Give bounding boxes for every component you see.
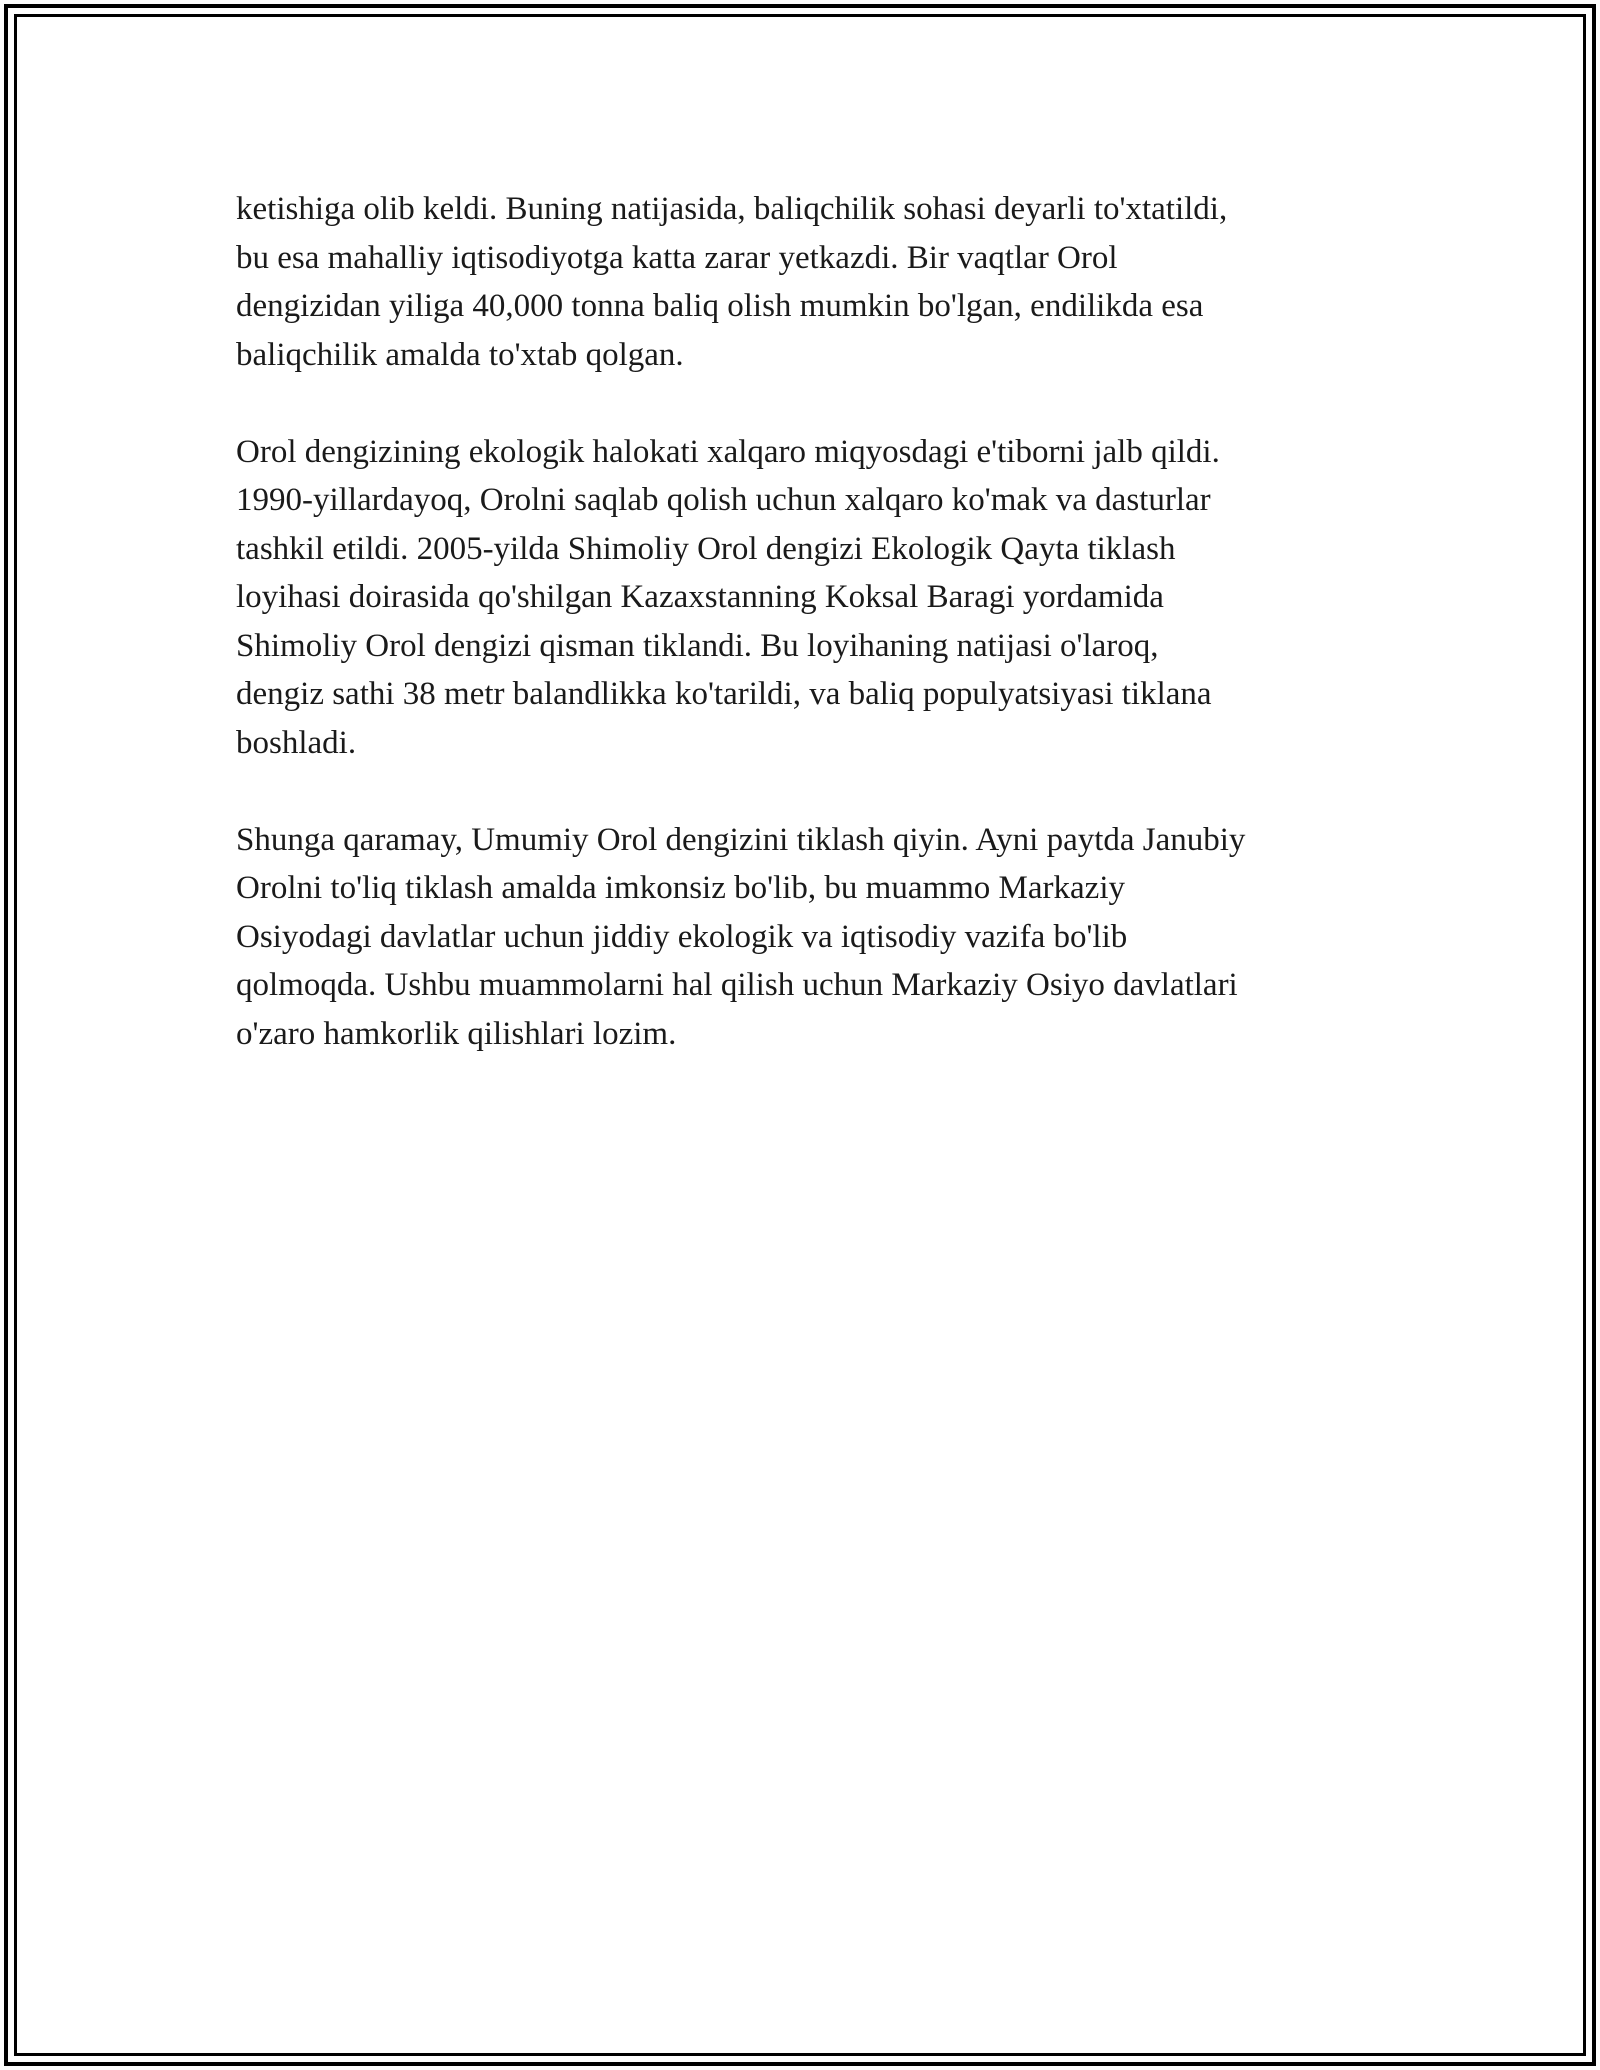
paragraph-3: Shunga qaramay, Umumiy Orol dengizini tiklash qiyin. Ayni paytda Janubiy Orolni to'liq tiklash amalda imkonsiz bo'lib, bu muammo Markaziy Osiyodagi davlatlar uchun jiddiy ekologik va iqtisodiy vazifa bo'lib qolmoqda. Ushbu muammolarni hal qilish uchun Markaziy Osiyo davlatlari o'zaro hamkorlik qilishlari lozim. xyxy=(236,821,1246,1052)
paragraph-2: Orol dengizining ekologik halokati xalqaro miqyosdagi e'tiborni jalb qildi. 1990-yillardayoq, Orolni saqlab qolish uchun xalqaro ko'mak va dasturlar tashkil etildi. 2005-yilda Shimoliy Orol dengizi Ekologik Qayta tiklash loyihasi doirasida qo'shilgan Kazaxstanning Koksal Baragi yordamida Shimoliy Orol dengizi qisman tiklandi. Bu loyihaning natijasi o'laroq, dengiz sathi 38 metr balandlikka ko'tarildi, va baliq populyatsiyasi tiklana boshladi. xyxy=(236,433,1220,761)
paragraph-1: ketishiga olib keldi. Buning natijasida, baliqchilik sohasi deyarli to'xtatildi, bu esa mahalliy iqtisodiyotga katta zarar yetkazdi. Bir vaqtlar Orol dengizidan yiliga 40,000 tonna baliq olish mumkin bo'lgan, endilikda esa baliqchilik amalda to'xtab qolgan. xyxy=(236,191,1228,373)
document-body xyxy=(236,185,1376,1107)
